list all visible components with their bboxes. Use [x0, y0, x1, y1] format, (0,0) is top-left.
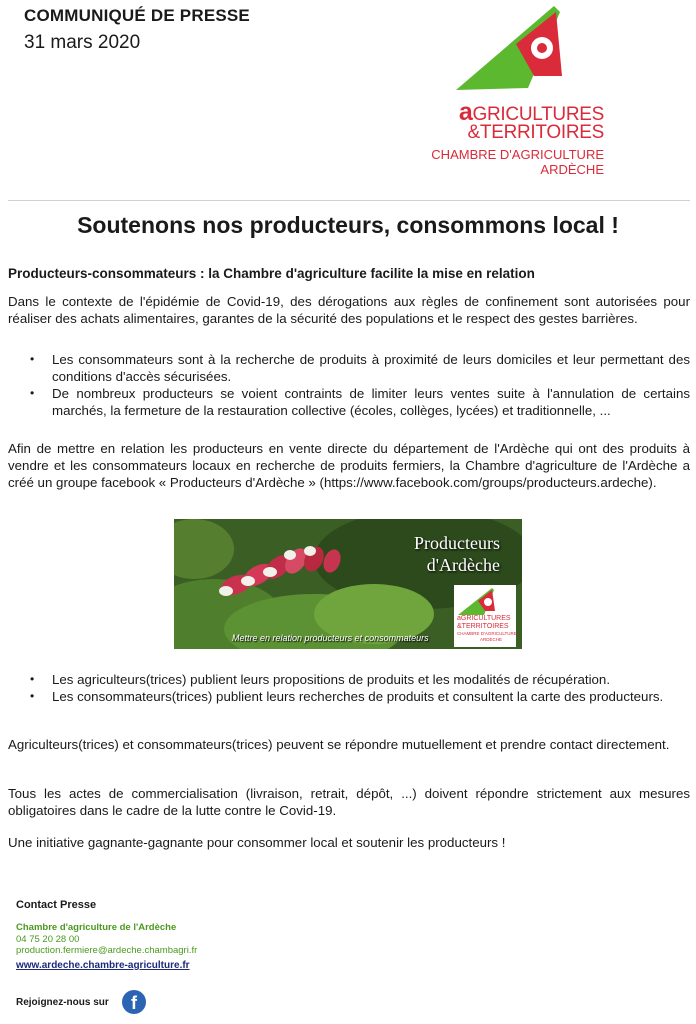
header-divider — [8, 200, 690, 201]
reply-paragraph: Agriculteurs(trices) et consommateurs(trices) peuvent se répondre mutuellement et prendre contact directement. — [8, 737, 670, 752]
subheading: Producteurs-consommateurs : la Chambre d'agriculture facilite la mise en relation — [8, 266, 535, 281]
banner-title-line2: d'Ardèche — [426, 555, 500, 575]
contact-organization: Chambre d'agriculture de l'Ardèche — [16, 922, 177, 933]
banner-caption: Mettre en relation producteurs et consommateurs — [232, 633, 429, 643]
website-link[interactable]: www.ardeche.chambre-agriculture.fr — [16, 960, 190, 971]
list-item: • De nombreux producteurs se voient contraints de limiter leurs ventes suite à l'annulation de certains marchés, la fermeture de la restauration collective (écoles, collèges, lycées) et traditionnelle, ... — [30, 386, 690, 418]
press-release-kicker: COMMUNIQUÉ DE PRESSE — [24, 6, 250, 25]
logo-line-ardeche: ARDÈCHE — [540, 162, 604, 177]
context-bullet-list — [0, 351, 690, 419]
join-us-label: Rejoignez-nous sur — [16, 997, 109, 1008]
contact-title: Contact Presse — [16, 899, 97, 911]
banner-logo-mark-icon — [458, 587, 498, 617]
producteurs-ardeche-banner — [174, 519, 522, 649]
banner-logo-line4: ARDÈCHE — [480, 637, 503, 642]
list-item: • Les consommateurs sont à la recherche de produits à proximité de leurs domiciles et leur permettant des conditions d'accès sécurisées. — [30, 352, 690, 384]
chamber-logo — [431, 4, 604, 180]
facebook-group-paragraph: Afin de mettre en relation les producteurs en vente directe du département de l'Ardèche qui ont des produits à vendre et les consommateurs locaux en recherche de produits fermiers, la Chambre d'agriculture de l'Ardèche a créé un groupe facebook « Producteurs d'Ardèche » (https://www.facebook.com/groups/producteurs.ardeche). — [8, 441, 690, 490]
logo-line-territoires: &TERRITOIRES — [467, 122, 604, 143]
banner-logo-line1: aGRICULTURES — [457, 615, 511, 622]
intro-paragraph: Dans le contexte de l'épidémie de Covid-19, des dérogations aux règles de confinement sont autorisées pour réaliser des achats alimentaires, garantes de la sécurité des populations et le respect des gestes barrières. — [8, 294, 690, 326]
release-date: 31 mars 2020 — [24, 32, 141, 53]
list-item: • Les consommateurs(trices) publient leurs recherches de produits et consultent la carte des producteurs. — [30, 689, 664, 704]
headline: Soutenons nos producteurs, consommons local ! — [77, 212, 619, 238]
closing-paragraph: Une initiative gagnante-gagnante pour consommer local et soutenir les producteurs ! — [8, 835, 506, 850]
logo-mark-icon — [456, 4, 566, 96]
banner-title-line1: Producteurs — [414, 533, 500, 553]
usage-bullet-list — [0, 671, 690, 705]
contact-phone: 04 75 20 28 00 — [16, 934, 80, 945]
logo-line-chamber: CHAMBRE D'AGRICULTURE — [431, 147, 604, 162]
banner-logo — [454, 585, 516, 647]
logo-line-agricultures: aGRICULTURES — [458, 98, 604, 126]
banner-logo-line2: &TERRITOIRES — [457, 623, 509, 630]
contact-email[interactable]: production.fermiere@ardeche.chambagri.fr — [16, 945, 198, 956]
banner-logo-line3: CHAMBRE D'AGRICULTURE — [457, 631, 517, 636]
list-item: • Les agriculteurs(trices) publient leurs propositions de produits et les modalités de récupération. — [30, 672, 611, 687]
facebook-icon[interactable]: f — [122, 990, 146, 1014]
rules-paragraph: Tous les actes de commercialisation (livraison, retrait, dépôt, ...) doivent répondre strictement aux mesures obligatoires dans le cadre de la lutte contre le Covid-19. — [8, 786, 690, 818]
